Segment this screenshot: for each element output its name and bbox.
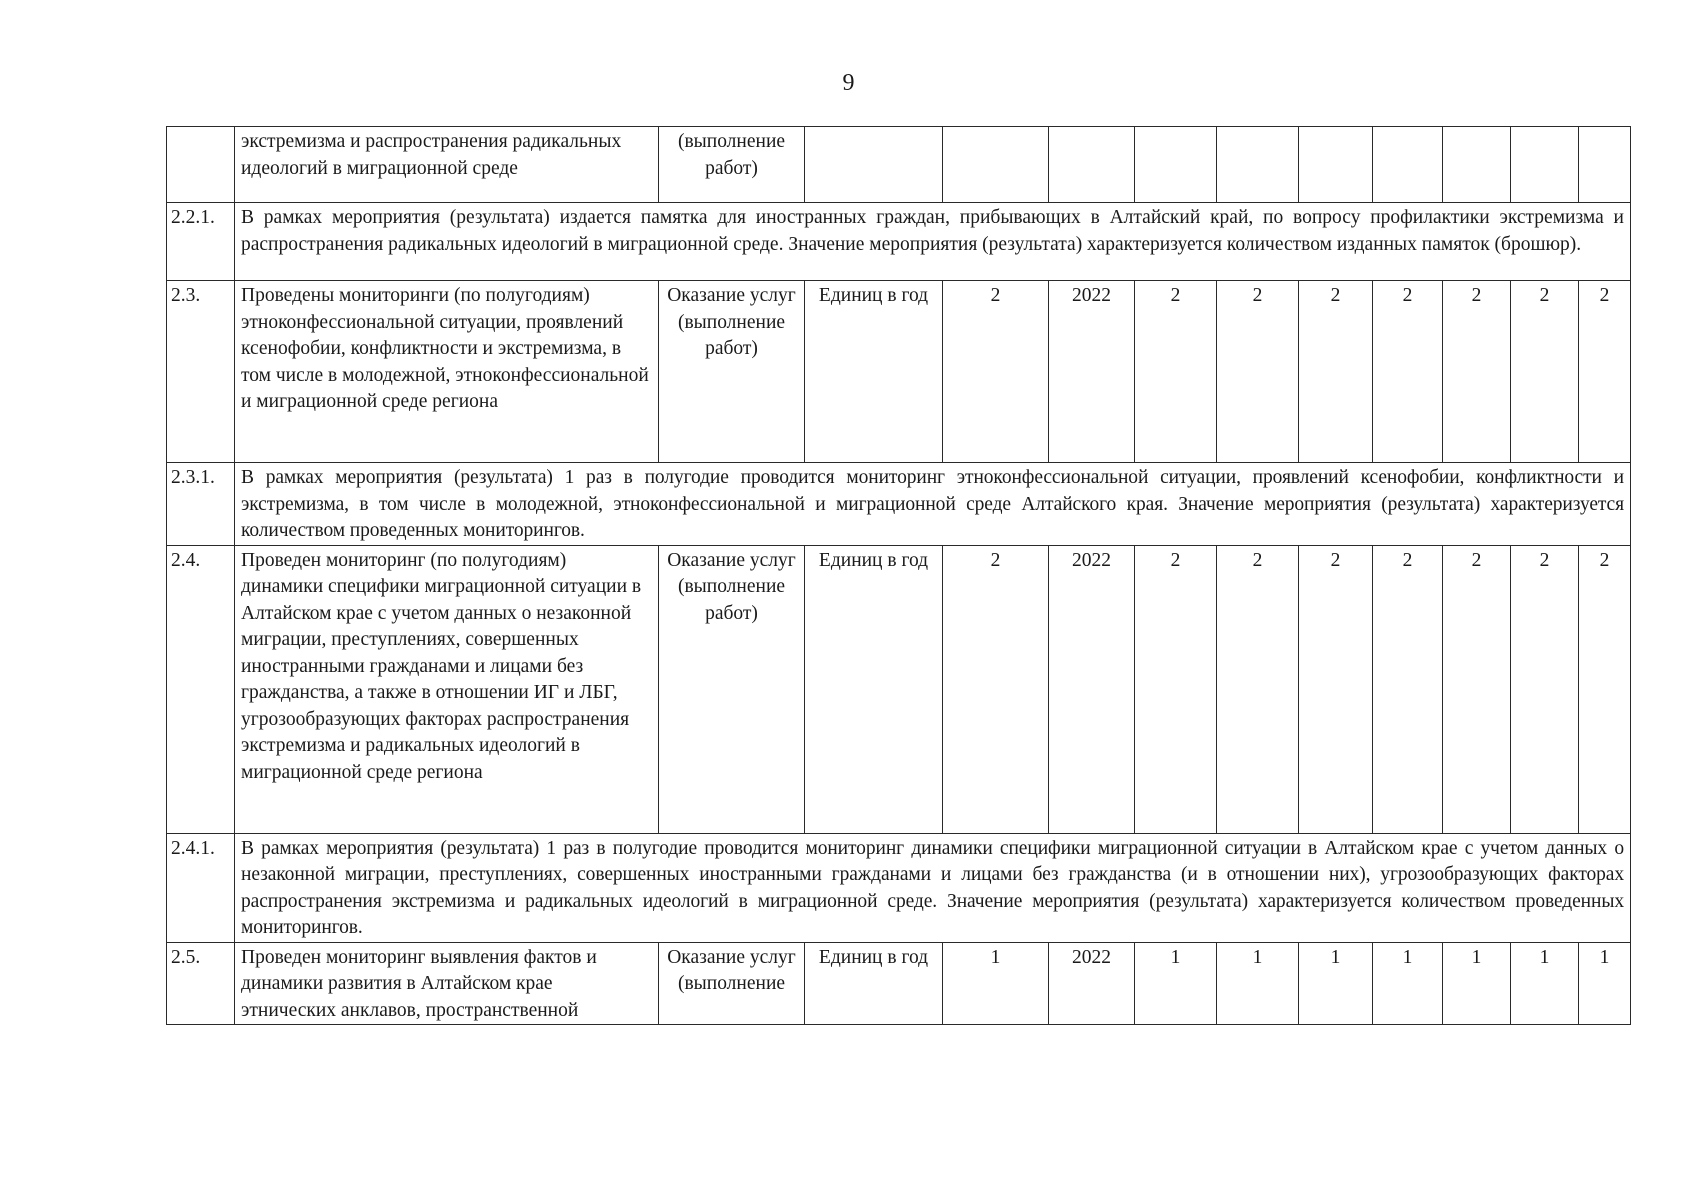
measure-type: Оказание услуг (выполнение работ): [659, 545, 805, 833]
measures-table: [166, 126, 1631, 1025]
year-value: 2: [1217, 281, 1299, 463]
year-value: 1: [1373, 942, 1443, 1025]
base-value: 2: [943, 545, 1049, 833]
year-value: 2: [1443, 281, 1511, 463]
value-cell: [1049, 127, 1135, 203]
page-number: 9: [842, 70, 855, 96]
row-number: [167, 127, 235, 203]
year-value: 2: [1373, 281, 1443, 463]
table-row: [167, 463, 1631, 546]
measure-description: В рамках мероприятия (результата) 1 раз в полугодие проводится мониторинг этноконфессиональной ситуации, проявлений ксенофобии, конфликтности и экстремизма, в том числе в молодежной, этноконфессиональной и миграционной среде Алтайского края. Значение мероприятия (результата) характеризуется количеством проведенных мониторингов.: [235, 463, 1631, 546]
year-value: 1: [1443, 942, 1511, 1025]
year-value: 2: [1135, 281, 1217, 463]
year-value: 1: [1299, 942, 1373, 1025]
year-value: 1: [1511, 942, 1579, 1025]
value-cell: [943, 127, 1049, 203]
year-value: 2: [1443, 545, 1511, 833]
measure-type: Оказание услуг (выполнение: [659, 942, 805, 1025]
row-number: 2.4.1.: [167, 833, 235, 942]
value-cell: [1443, 127, 1511, 203]
measure-unit: Единиц в год: [805, 942, 943, 1025]
measure-type: (выполнение работ): [659, 127, 805, 203]
table-row: [167, 545, 1631, 833]
table-row: [167, 833, 1631, 942]
value-cell: [1299, 127, 1373, 203]
year-value: 2: [1299, 545, 1373, 833]
measure-name: Проведены мониторинги (по полугодиям) этноконфессиональной ситуации, проявлений ксенофобии, конфликтности и экстремизма, в том числе в молодежной, этноконфессиональной и миграционной среде региона: [235, 281, 659, 463]
base-year: 2022: [1049, 942, 1135, 1025]
base-year: 2022: [1049, 281, 1135, 463]
year-value: 2: [1511, 281, 1579, 463]
value-cell: [1511, 127, 1579, 203]
row-number: 2.3.1.: [167, 463, 235, 546]
year-value: 2: [1511, 545, 1579, 833]
measure-description: В рамках мероприятия (результата) издается памятка для иностранных граждан, прибывающих в Алтайский край, по вопросу профилактики экстремизма и распространения радикальных идеологий в миграционной среде. Значение мероприятия (результата) характеризуется количеством изданных памяток (брошюр).: [235, 203, 1631, 281]
measure-name: Проведен мониторинг выявления фактов и динамики развития в Алтайском крае этнических анклавов, пространственной: [235, 942, 659, 1025]
row-number: 2.5.: [167, 942, 235, 1025]
measure-description: В рамках мероприятия (результата) 1 раз в полугодие проводится мониторинг динамики специфики миграционной ситуации в Алтайском крае с учетом данных о незаконной миграции, преступлениях, совершенных иностранными гражданами и лицами без гражданства (и в отношении них), угрозообразующих факторах распространения экстремизма и радикальных идеологий в миграционной среде. Значение мероприятия (результата) характеризуется количеством проведенных мониторингов.: [235, 833, 1631, 942]
value-cell: [1135, 127, 1217, 203]
base-year: 2022: [1049, 545, 1135, 833]
row-number: 2.4.: [167, 545, 235, 833]
measure-unit: Единиц в год: [805, 281, 943, 463]
table-row: [167, 203, 1631, 281]
table-row: [167, 942, 1631, 1025]
value-cell: [1373, 127, 1443, 203]
year-value: 2: [1217, 545, 1299, 833]
year-value: 1: [1135, 942, 1217, 1025]
measure-name: экстремизма и распространения радикальных идеологий в миграционной среде: [235, 127, 659, 203]
year-value: 2: [1373, 545, 1443, 833]
year-value: 1: [1217, 942, 1299, 1025]
year-value: 2: [1135, 545, 1217, 833]
measure-name: Проведен мониторинг (по полугодиям) динамики специфики миграционной ситуации в Алтайском крае с учетом данных о незаконной миграции, преступлениях, совершенных иностранными гражданами и лицами без гражданства, а также в отношении ИГ и ЛБГ, угрозообразующих факторах распространения экстремизма и радикальных идеологий в миграционной среде региона: [235, 545, 659, 833]
table-row: [167, 127, 1631, 203]
measure-type: Оказание услуг (выполнение работ): [659, 281, 805, 463]
value-cell: [1579, 127, 1631, 203]
year-value: 2: [1579, 545, 1631, 833]
year-value: 1: [1579, 942, 1631, 1025]
year-value: 2: [1299, 281, 1373, 463]
year-value: 2: [1579, 281, 1631, 463]
row-number: 2.2.1.: [167, 203, 235, 281]
row-number: 2.3.: [167, 281, 235, 463]
table-row: [167, 281, 1631, 463]
base-value: 2: [943, 281, 1049, 463]
base-value: 1: [943, 942, 1049, 1025]
value-cell: [1217, 127, 1299, 203]
measure-unit: Единиц в год: [805, 545, 943, 833]
measure-unit: [805, 127, 943, 203]
